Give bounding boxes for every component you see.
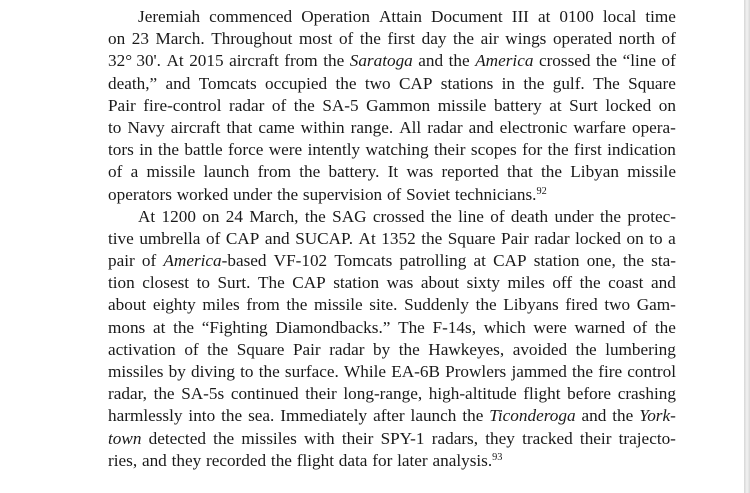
- word: Suddenly: [404, 295, 470, 315]
- word: after: [373, 406, 405, 426]
- body-text: [108, 6, 676, 472]
- word: launch: [203, 162, 250, 182]
- word: SA-5s: [181, 384, 225, 404]
- word: crossed: [538, 51, 591, 71]
- word: Immediately: [280, 406, 368, 426]
- word: their: [433, 140, 466, 160]
- word: were: [533, 317, 567, 337]
- footnote-marker: 92: [536, 185, 547, 197]
- word: Saratoga: [349, 51, 413, 71]
- word: their: [305, 384, 337, 404]
- word: Libyan: [570, 162, 619, 182]
- word: the: [599, 206, 621, 226]
- word: harmlessly: [108, 406, 183, 426]
- word: the: [153, 384, 175, 404]
- word: the: [579, 273, 601, 293]
- word: mons: [108, 317, 146, 337]
- word: of: [661, 51, 676, 71]
- word: umbrella: [139, 228, 201, 248]
- word: sta-: [651, 251, 676, 271]
- word: radar: [229, 95, 265, 115]
- word: at: [152, 317, 166, 337]
- word: Pair: [108, 95, 136, 115]
- word: was: [386, 273, 414, 293]
- word: one,: [586, 251, 616, 271]
- word: 23: [131, 29, 149, 49]
- word: two: [604, 295, 631, 315]
- word: north: [618, 29, 655, 49]
- word: missiles: [108, 362, 164, 381]
- word: detected: [148, 428, 206, 448]
- page-edge: [744, 0, 750, 493]
- word: of: [141, 251, 157, 271]
- word: Hawkeyes,: [428, 339, 505, 359]
- word: flight: [296, 450, 334, 470]
- word: Navy: [127, 117, 165, 137]
- word: under: [554, 206, 594, 226]
- text-line: [108, 206, 676, 228]
- word: pair: [108, 251, 135, 271]
- word: SAG: [332, 206, 367, 226]
- word: control: [627, 362, 676, 381]
- word: their: [341, 428, 374, 448]
- word: diving: [190, 362, 235, 381]
- word: technicians.$^{92}$: [454, 184, 547, 204]
- word: flight: [523, 384, 561, 404]
- word: opera-: [631, 117, 676, 137]
- word: in: [139, 140, 153, 160]
- word: the: [462, 406, 484, 426]
- text-line: [108, 339, 676, 361]
- word: jammed: [511, 362, 567, 381]
- word: The: [593, 73, 620, 93]
- word: miles: [507, 273, 545, 293]
- word: 2015: [189, 51, 224, 71]
- word: aircraft: [170, 117, 221, 137]
- word: the: [623, 251, 644, 271]
- word: missile: [437, 95, 487, 115]
- word: the: [523, 73, 545, 93]
- word: the: [575, 339, 597, 359]
- text-line: [108, 6, 676, 28]
- word: force: [228, 140, 264, 160]
- word: radar: [329, 339, 365, 359]
- word: the: [359, 29, 381, 49]
- text-line: [108, 28, 676, 50]
- word: time: [645, 7, 676, 26]
- word: from: [257, 162, 291, 182]
- text-line: [108, 361, 676, 383]
- word: 1352: [381, 228, 416, 248]
- word: Gam-: [636, 295, 676, 315]
- word: missile: [146, 162, 196, 182]
- word: from: [246, 295, 280, 315]
- text-line: [108, 139, 676, 161]
- word: Square: [447, 228, 496, 248]
- word: by: [373, 339, 391, 359]
- word: America-based: [163, 251, 267, 271]
- word: recorded: [205, 450, 267, 470]
- word: station: [333, 273, 380, 293]
- word: radar: [534, 228, 570, 248]
- word: local: [602, 7, 637, 26]
- word: While: [344, 362, 387, 381]
- word: from: [284, 51, 318, 71]
- word: missiles: [241, 428, 297, 448]
- word: warfare: [573, 117, 626, 137]
- word: to: [240, 362, 254, 381]
- word: the: [654, 317, 676, 337]
- word: Surt.: [217, 273, 251, 293]
- word: CAP: [292, 273, 326, 293]
- word: VF-102: [273, 251, 328, 271]
- word: coast: [608, 273, 644, 293]
- text-line: [108, 184, 676, 206]
- word: At: [166, 51, 184, 71]
- word: the: [173, 317, 195, 337]
- word: the: [572, 362, 594, 381]
- word: crashing: [617, 384, 676, 404]
- word: ries,: [108, 450, 138, 470]
- word: CAP: [493, 251, 527, 271]
- word: and: [468, 117, 494, 137]
- word: high-altitude: [428, 384, 517, 404]
- word: Libyans: [503, 295, 559, 315]
- word: about: [420, 273, 460, 293]
- word: the: [270, 450, 292, 470]
- word: first: [574, 140, 602, 160]
- word: 1200: [161, 206, 196, 226]
- word: trajecto-: [618, 428, 676, 448]
- text-line: [108, 50, 676, 72]
- word: watching: [365, 140, 429, 160]
- word: Ticonderoga: [489, 406, 576, 426]
- word: with: [304, 428, 335, 448]
- word: and: [141, 450, 167, 470]
- word: operators: [108, 184, 172, 204]
- word: death: [510, 206, 549, 226]
- word: sixty: [466, 273, 501, 293]
- word: to: [196, 273, 210, 293]
- word: The: [257, 273, 285, 293]
- word: of: [184, 339, 199, 359]
- word: Attain: [379, 7, 422, 26]
- word: fired: [565, 295, 598, 315]
- word: commenced: [209, 7, 293, 26]
- word: activation: [108, 339, 176, 359]
- word: Jeremiah: [138, 7, 201, 26]
- word: Tomcats: [334, 251, 393, 271]
- word: at: [473, 251, 486, 271]
- word: Tomcats: [198, 73, 257, 93]
- word: were: [268, 140, 303, 160]
- word: under: [233, 184, 273, 204]
- word: March.: [155, 29, 205, 49]
- word: Square: [236, 339, 285, 359]
- text-line: [108, 272, 676, 294]
- word: SUCAP.: [295, 228, 353, 248]
- word: indication: [607, 140, 676, 160]
- word: Pair: [501, 228, 529, 248]
- word: crossed: [372, 206, 425, 226]
- word: protec-: [627, 206, 676, 226]
- word: continued: [230, 384, 299, 404]
- word: Square: [628, 73, 676, 93]
- word: most: [298, 29, 333, 49]
- word: battle: [184, 140, 223, 160]
- word: CAP: [225, 228, 260, 248]
- word: into: [188, 406, 216, 426]
- word: the: [596, 51, 618, 71]
- word: analysis.$^{93}$: [432, 450, 503, 470]
- word: III: [511, 7, 529, 26]
- word: they: [485, 428, 515, 448]
- word: before: [567, 384, 612, 404]
- word: the: [299, 162, 321, 182]
- word: warned: [574, 317, 626, 337]
- word: aircraft: [229, 51, 279, 71]
- word: of: [205, 228, 221, 248]
- text-line: [108, 250, 676, 272]
- word: to: [108, 117, 122, 137]
- word: later: [397, 450, 428, 470]
- word: two: [364, 73, 391, 93]
- word: scopes: [470, 140, 517, 160]
- word: All: [399, 117, 422, 137]
- word: the: [541, 162, 563, 182]
- word: was: [406, 162, 434, 182]
- word: on: [108, 29, 126, 49]
- word: station: [533, 251, 580, 271]
- word: patrolling: [399, 251, 467, 271]
- footnote-marker: 93: [492, 451, 503, 463]
- word: the: [258, 362, 280, 381]
- word: that: [226, 117, 253, 137]
- word: battery.: [328, 162, 380, 182]
- word: of: [490, 206, 505, 226]
- word: operated: [552, 29, 613, 49]
- word: intently: [307, 140, 361, 160]
- word: the: [398, 339, 420, 359]
- word: It: [387, 162, 399, 182]
- word: range.: [350, 117, 394, 137]
- word: day: [421, 29, 447, 49]
- word: first: [387, 29, 416, 49]
- word: EA-6B: [391, 362, 440, 381]
- word: radar,: [108, 384, 147, 404]
- word: sea.: [248, 406, 275, 426]
- word: the: [207, 339, 229, 359]
- word: the: [286, 295, 308, 315]
- word: the: [293, 95, 315, 115]
- word: SA-5: [322, 95, 359, 115]
- word: and: [165, 73, 191, 93]
- word: 24: [225, 206, 243, 226]
- word: they: [171, 450, 202, 470]
- word: and: [650, 273, 676, 293]
- word: of: [661, 29, 676, 49]
- word: data: [338, 450, 368, 470]
- word: the: [430, 206, 452, 226]
- word: site.: [369, 295, 398, 315]
- word: the: [421, 228, 443, 248]
- word: the: [612, 406, 634, 426]
- word: eighty: [152, 295, 196, 315]
- text-line: [108, 73, 676, 95]
- word: of: [108, 162, 123, 182]
- paragraph: [108, 6, 676, 206]
- word: the: [475, 295, 497, 315]
- word: the: [323, 51, 345, 71]
- word: gulf.: [552, 73, 585, 93]
- word: SPY-1: [380, 428, 425, 448]
- word: supervision: [302, 184, 383, 204]
- word: the: [304, 206, 326, 226]
- text-line: [108, 450, 676, 472]
- word: March,: [249, 206, 299, 226]
- word: that: [506, 162, 533, 182]
- text-line: [108, 294, 676, 316]
- word: battery: [493, 95, 542, 115]
- word: worked: [176, 184, 229, 204]
- word: on: [626, 228, 644, 248]
- word: avoided: [512, 339, 568, 359]
- word: tracked: [522, 428, 573, 448]
- word: the: [158, 140, 179, 160]
- word: fire: [598, 362, 623, 381]
- word: about: [108, 295, 147, 315]
- word: by: [168, 362, 186, 381]
- word: CAP: [398, 73, 433, 93]
- word: and: [418, 51, 444, 71]
- word: the: [335, 73, 357, 93]
- word: Pair: [292, 339, 321, 359]
- word: At: [358, 228, 376, 248]
- word: At: [138, 206, 156, 226]
- word: of: [632, 317, 648, 337]
- word: their: [579, 428, 612, 448]
- word: York-: [639, 406, 676, 426]
- word: at: [549, 95, 562, 115]
- word: occupied: [265, 73, 328, 93]
- word: air: [480, 29, 499, 49]
- word: within: [300, 117, 345, 137]
- word: the: [453, 29, 475, 49]
- text-line: [108, 428, 676, 450]
- word: Prowlers: [445, 362, 507, 381]
- text-line: [108, 95, 676, 117]
- word: The: [398, 317, 425, 337]
- word: electronic: [499, 117, 568, 137]
- word: F-14s,: [432, 317, 476, 337]
- paragraph: [108, 206, 676, 472]
- word: death,”: [108, 73, 158, 93]
- text-line: [108, 228, 676, 250]
- word: wings: [505, 29, 547, 49]
- word: Throughout: [211, 29, 293, 49]
- word: tive: [108, 228, 134, 248]
- word: fire-control: [143, 95, 222, 115]
- word: a: [130, 162, 139, 182]
- word: which: [483, 317, 526, 337]
- word: closest: [142, 273, 190, 293]
- word: the: [277, 184, 299, 204]
- word: America: [475, 51, 534, 71]
- word: tors: [108, 140, 134, 160]
- word: reported: [441, 162, 499, 182]
- word: Surt: [569, 95, 598, 115]
- word: the: [547, 140, 569, 160]
- word: off: [552, 273, 573, 293]
- word: at: [537, 7, 551, 26]
- word: radar: [427, 117, 463, 137]
- word: locked: [575, 228, 621, 248]
- word: launch: [410, 406, 457, 426]
- word: of: [271, 95, 287, 115]
- word: the: [221, 406, 243, 426]
- word: missile: [627, 162, 676, 182]
- word: came: [258, 117, 295, 137]
- word: “line: [622, 51, 656, 71]
- word: for: [522, 140, 543, 160]
- word: Soviet: [406, 184, 451, 204]
- word: line: [458, 206, 484, 226]
- word: “Fighting: [201, 317, 268, 337]
- word: locked: [605, 95, 652, 115]
- word: town: [108, 428, 142, 448]
- word: a: [668, 228, 676, 248]
- word: stations: [440, 73, 494, 93]
- word: to: [649, 228, 663, 248]
- word: radars,: [431, 428, 479, 448]
- word: and: [264, 228, 290, 248]
- word: and: [581, 406, 607, 426]
- word: 0100: [559, 7, 594, 26]
- word: lumbering: [605, 339, 676, 359]
- word: the: [448, 51, 470, 71]
- word: Document: [431, 7, 503, 26]
- text-line: [108, 317, 676, 339]
- word: tion: [108, 273, 135, 293]
- word: Diamondbacks.”: [275, 317, 391, 337]
- text-line: [108, 161, 676, 183]
- text-line: [108, 117, 676, 139]
- word: for: [372, 450, 393, 470]
- word: of: [386, 184, 402, 204]
- word: Gammon: [366, 95, 431, 115]
- word: miles: [202, 295, 240, 315]
- word: in: [501, 73, 516, 93]
- word: missile: [313, 295, 363, 315]
- text-line: [108, 383, 676, 405]
- word: on: [658, 95, 676, 115]
- text-line: [108, 405, 676, 427]
- word: of: [338, 29, 354, 49]
- word: Operation: [301, 7, 370, 26]
- word: the: [213, 428, 235, 448]
- word: 32° 30'.: [108, 51, 161, 71]
- word: surface.: [284, 362, 339, 381]
- word: long-range,: [343, 384, 423, 404]
- word: on: [202, 206, 220, 226]
